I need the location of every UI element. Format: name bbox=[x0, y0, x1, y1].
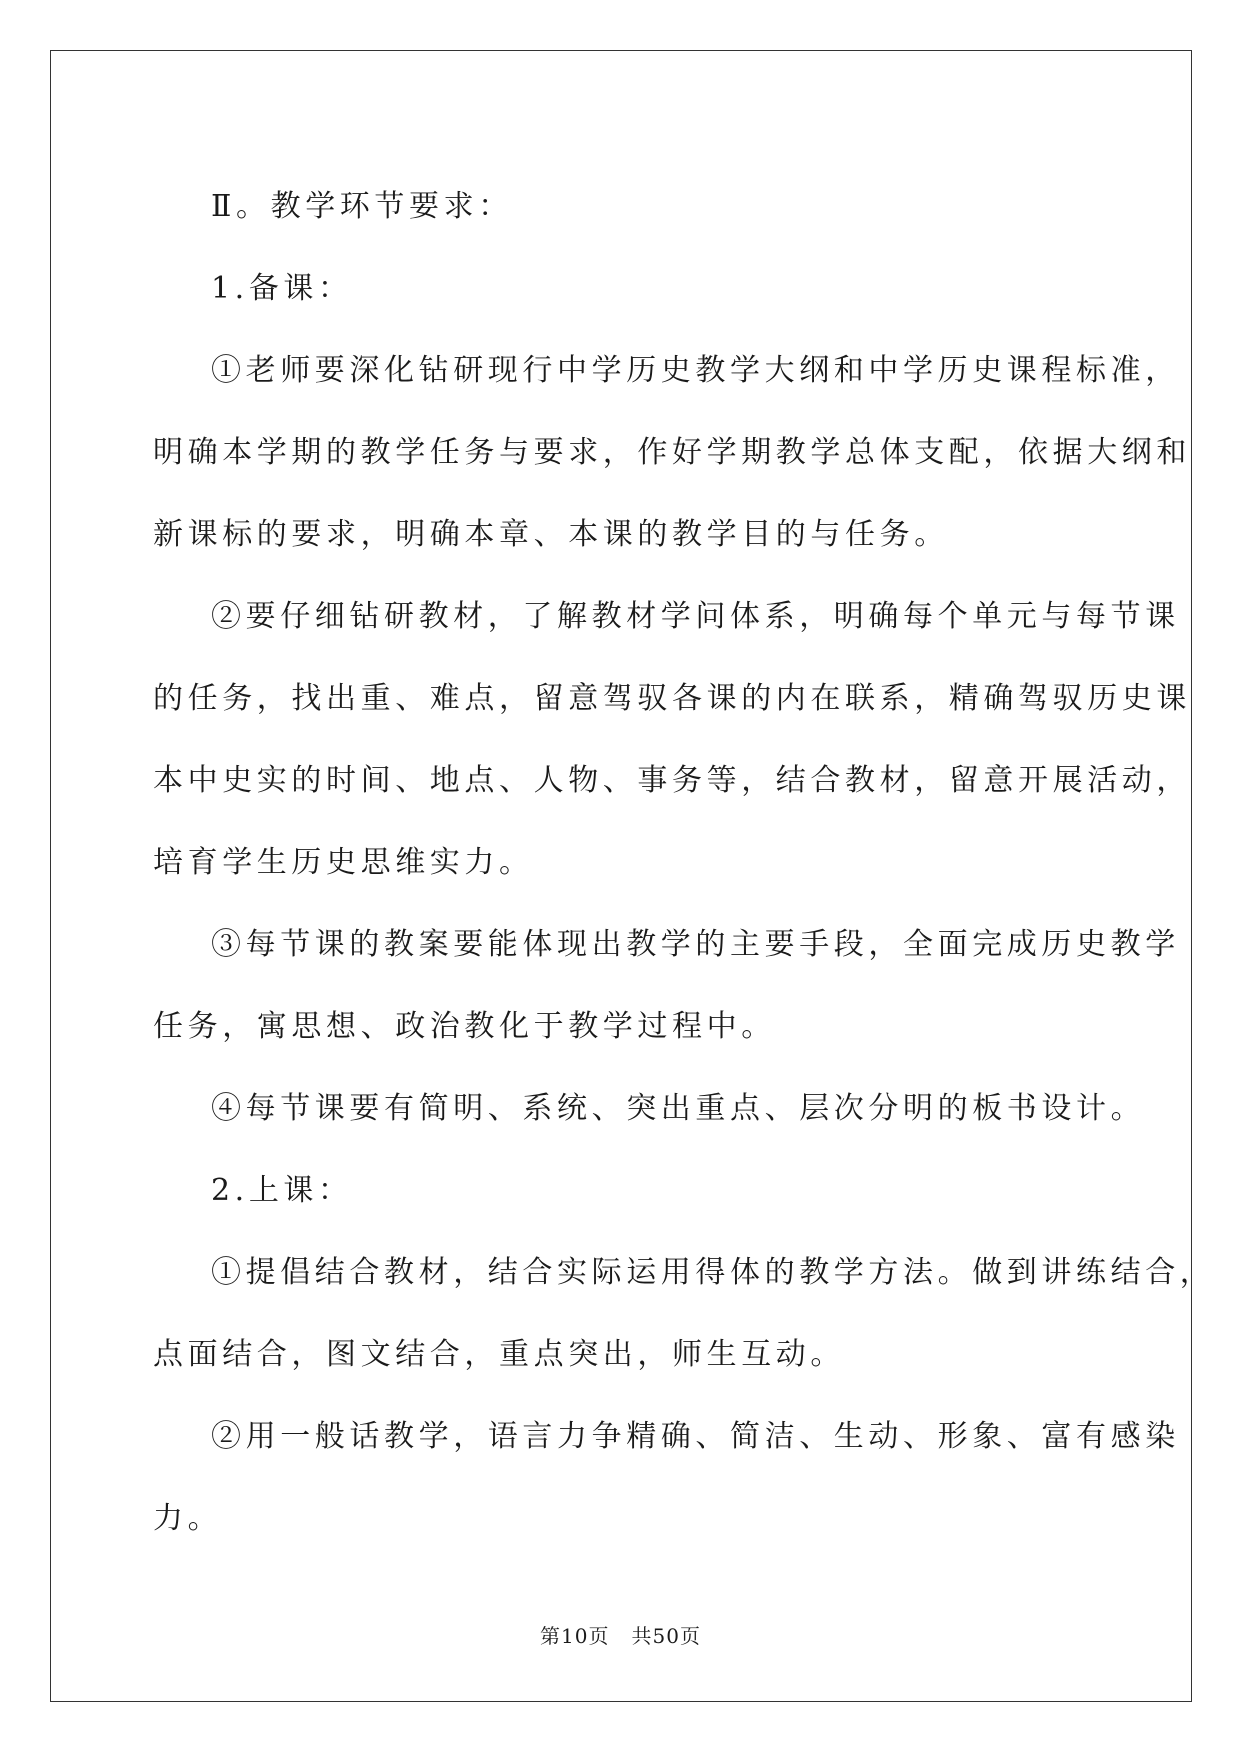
page-footer bbox=[0, 1620, 1241, 1649]
body-line: 2.上课： bbox=[211, 1173, 353, 1208]
body-line: 本中史实的时间、地点、人物、事务等，结合教材，留意开展活动， bbox=[153, 763, 1191, 798]
total-page-count: 共50页 bbox=[631, 1624, 701, 1648]
body-line: 明确本学期的教学任务与要求，作好学期教学总体支配，依据大纲和 bbox=[153, 435, 1191, 470]
body-line: ③每节课的教案要能体现出教学的主要手段，全面完成历史教学 bbox=[211, 927, 1180, 962]
body-line: ②要仔细钻研教材，了解教材学问体系，明确每个单元与每节课 bbox=[211, 599, 1180, 634]
body-line: 培育学生历史思维实力。 bbox=[153, 845, 534, 880]
body-line: 力。 bbox=[153, 1501, 223, 1536]
body-line: 1.备课： bbox=[211, 271, 353, 306]
body-line: ①提倡结合教材，结合实际运用得体的教学方法。做到讲练结合， bbox=[211, 1255, 1215, 1290]
document-body bbox=[153, 166, 1215, 1560]
body-line: 点面结合，图文结合，重点突出，师生互动。 bbox=[153, 1337, 845, 1372]
body-line: ④每节课要有简明、系统、突出重点、层次分明的板书设计。 bbox=[211, 1091, 1146, 1126]
body-line: 任务，寓思想、政治教化于教学过程中。 bbox=[153, 1009, 776, 1044]
body-line: 新课标的要求，明确本章、本课的教学目的与任务。 bbox=[153, 517, 949, 552]
body-line: 的任务，找出重、难点，留意驾驭各课的内在联系，精确驾驭历史课 bbox=[153, 681, 1191, 716]
body-line: ②用一般话教学，语言力争精确、简洁、生动、形象、富有感染 bbox=[211, 1419, 1180, 1454]
current-page-number: 第10页 bbox=[540, 1624, 610, 1648]
body-line: Ⅱ。教学环节要求： bbox=[211, 189, 513, 224]
body-line: ①老师要深化钻研现行中学历史教学大纲和中学历史课程标准， bbox=[211, 353, 1180, 388]
